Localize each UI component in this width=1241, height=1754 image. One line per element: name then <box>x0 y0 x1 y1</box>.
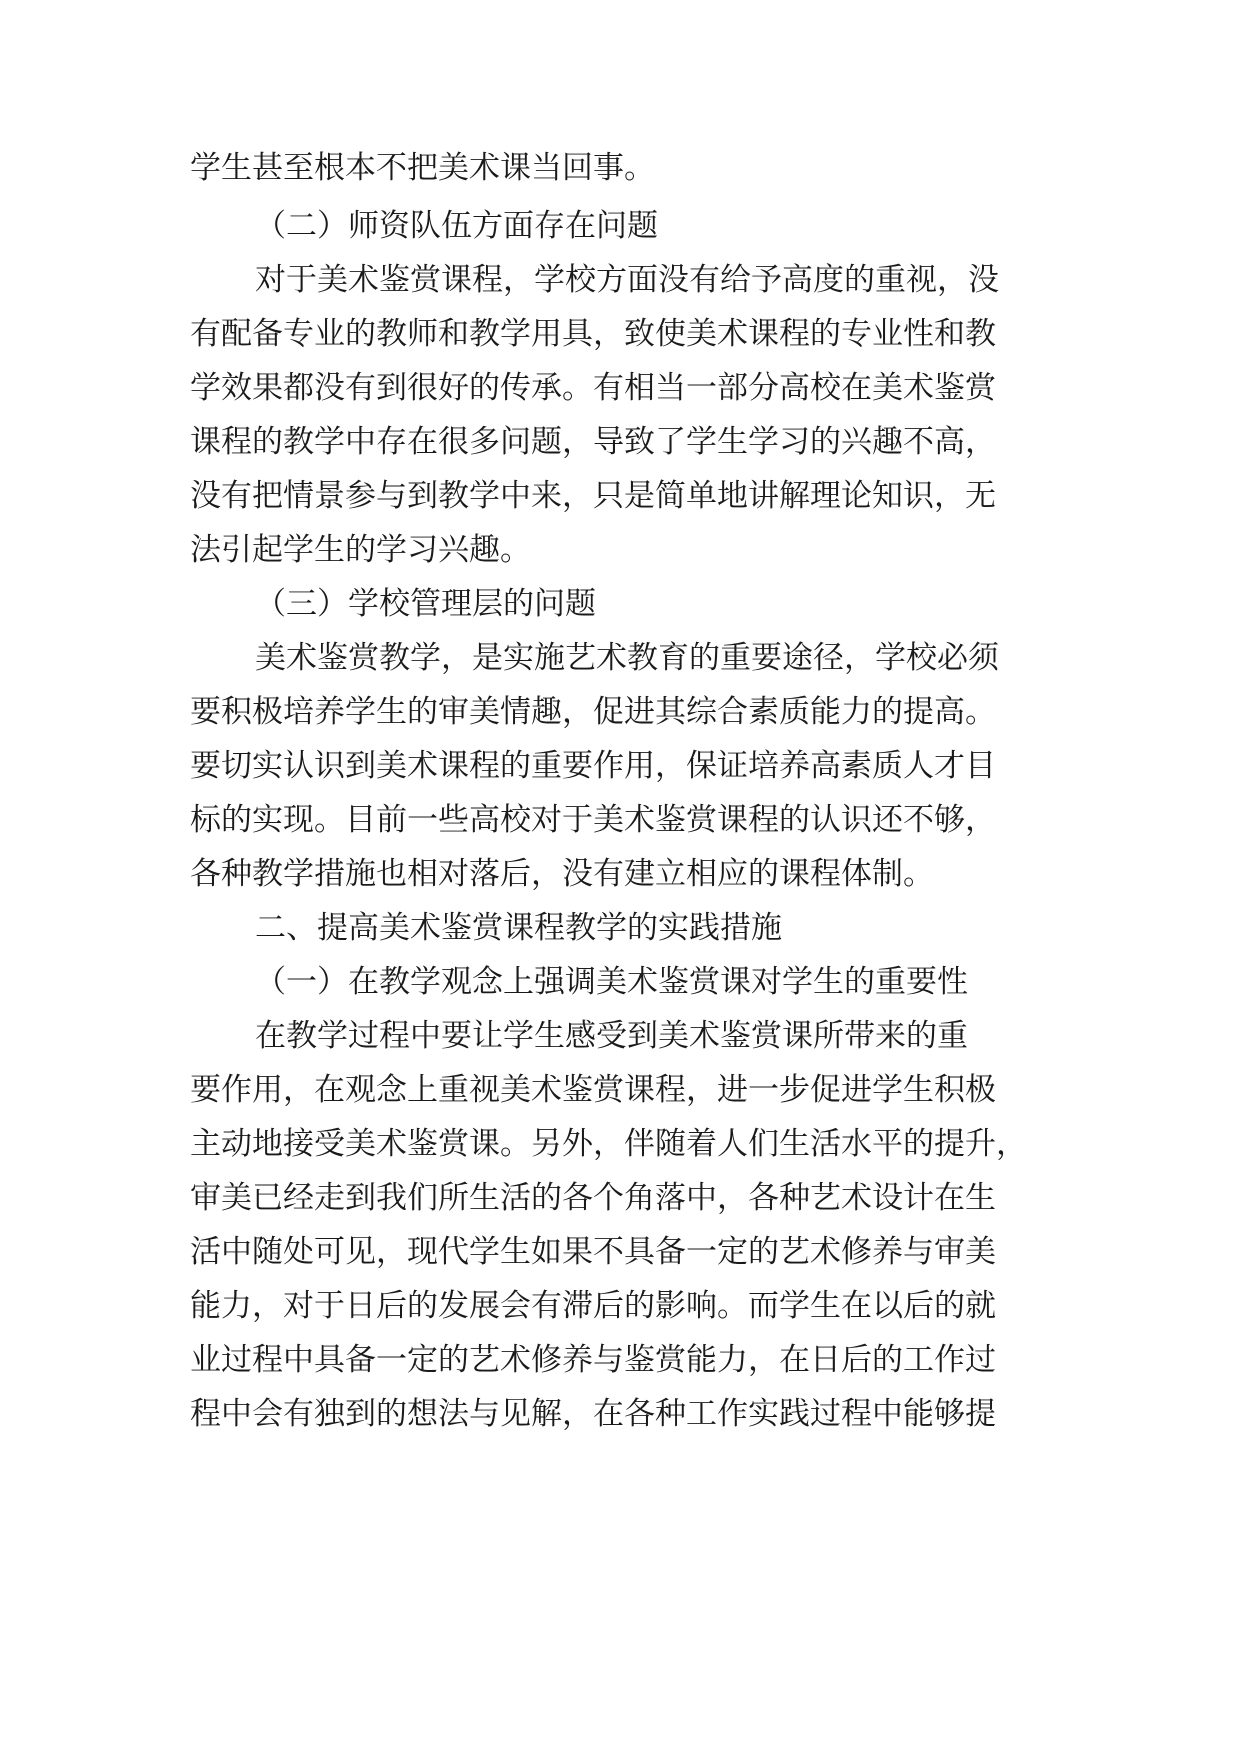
section-heading: （一）在教学观念上强调美术鉴赏课对学生的重要性 <box>255 964 968 1000</box>
body-text-line: 学生甚至根本不把美术课当回事。 <box>190 150 655 186</box>
body-text-line: 学效果都没有到很好的传承。有相当一部分高校在美术鉴赏 <box>190 370 996 406</box>
body-text-line: 标的实现。目前一些高校对于美术鉴赏课程的认识还不够， <box>190 802 996 838</box>
body-text-line: 主动地接受美术鉴赏课。另外，伴随着人们生活水平的提升， <box>190 1126 1027 1162</box>
section-heading: （二）师资队伍方面存在问题 <box>255 208 658 244</box>
body-text-line: 能力，对于日后的发展会有滞后的影响。而学生在以后的就 <box>190 1288 996 1324</box>
body-text-line: 审美已经走到我们所生活的各个角落中，各种艺术设计在生 <box>190 1180 996 1216</box>
body-text-line: 法引起学生的学习兴趣。 <box>190 532 531 568</box>
body-text-line: 有配备专业的教师和教学用具，致使美术课程的专业性和教 <box>190 316 996 352</box>
chapter-heading: 二、提高美术鉴赏课程教学的实践措施 <box>255 910 782 946</box>
paragraph-start: 对于美术鉴赏课程，学校方面没有给予高度的重视，没 <box>255 262 999 298</box>
body-text-line: 要积极培养学生的审美情趣，促进其综合素质能力的提高。 <box>190 694 996 730</box>
paragraph-start: 美术鉴赏教学，是实施艺术教育的重要途径，学校必须 <box>255 640 999 676</box>
body-text-line: 各种教学措施也相对落后，没有建立相应的课程体制。 <box>190 856 934 892</box>
body-text-line: 要作用，在观念上重视美术鉴赏课程，进一步促进学生积极 <box>190 1072 996 1108</box>
body-text-line: 业过程中具备一定的艺术修养与鉴赏能力，在日后的工作过 <box>190 1342 996 1378</box>
paragraph-start: 在教学过程中要让学生感受到美术鉴赏课所带来的重 <box>255 1018 968 1054</box>
section-heading: （三）学校管理层的问题 <box>255 586 596 622</box>
body-text-line: 活中随处可见，现代学生如果不具备一定的艺术修养与审美 <box>190 1234 996 1270</box>
body-text-line: 课程的教学中存在很多问题，导致了学生学习的兴趣不高， <box>190 424 996 460</box>
body-text-line: 程中会有独到的想法与见解，在各种工作实践过程中能够提 <box>190 1396 996 1432</box>
body-text-line: 要切实认识到美术课程的重要作用，保证培养高素质人才目 <box>190 748 996 784</box>
body-text-line: 没有把情景参与到教学中来，只是简单地讲解理论知识，无 <box>190 478 996 514</box>
